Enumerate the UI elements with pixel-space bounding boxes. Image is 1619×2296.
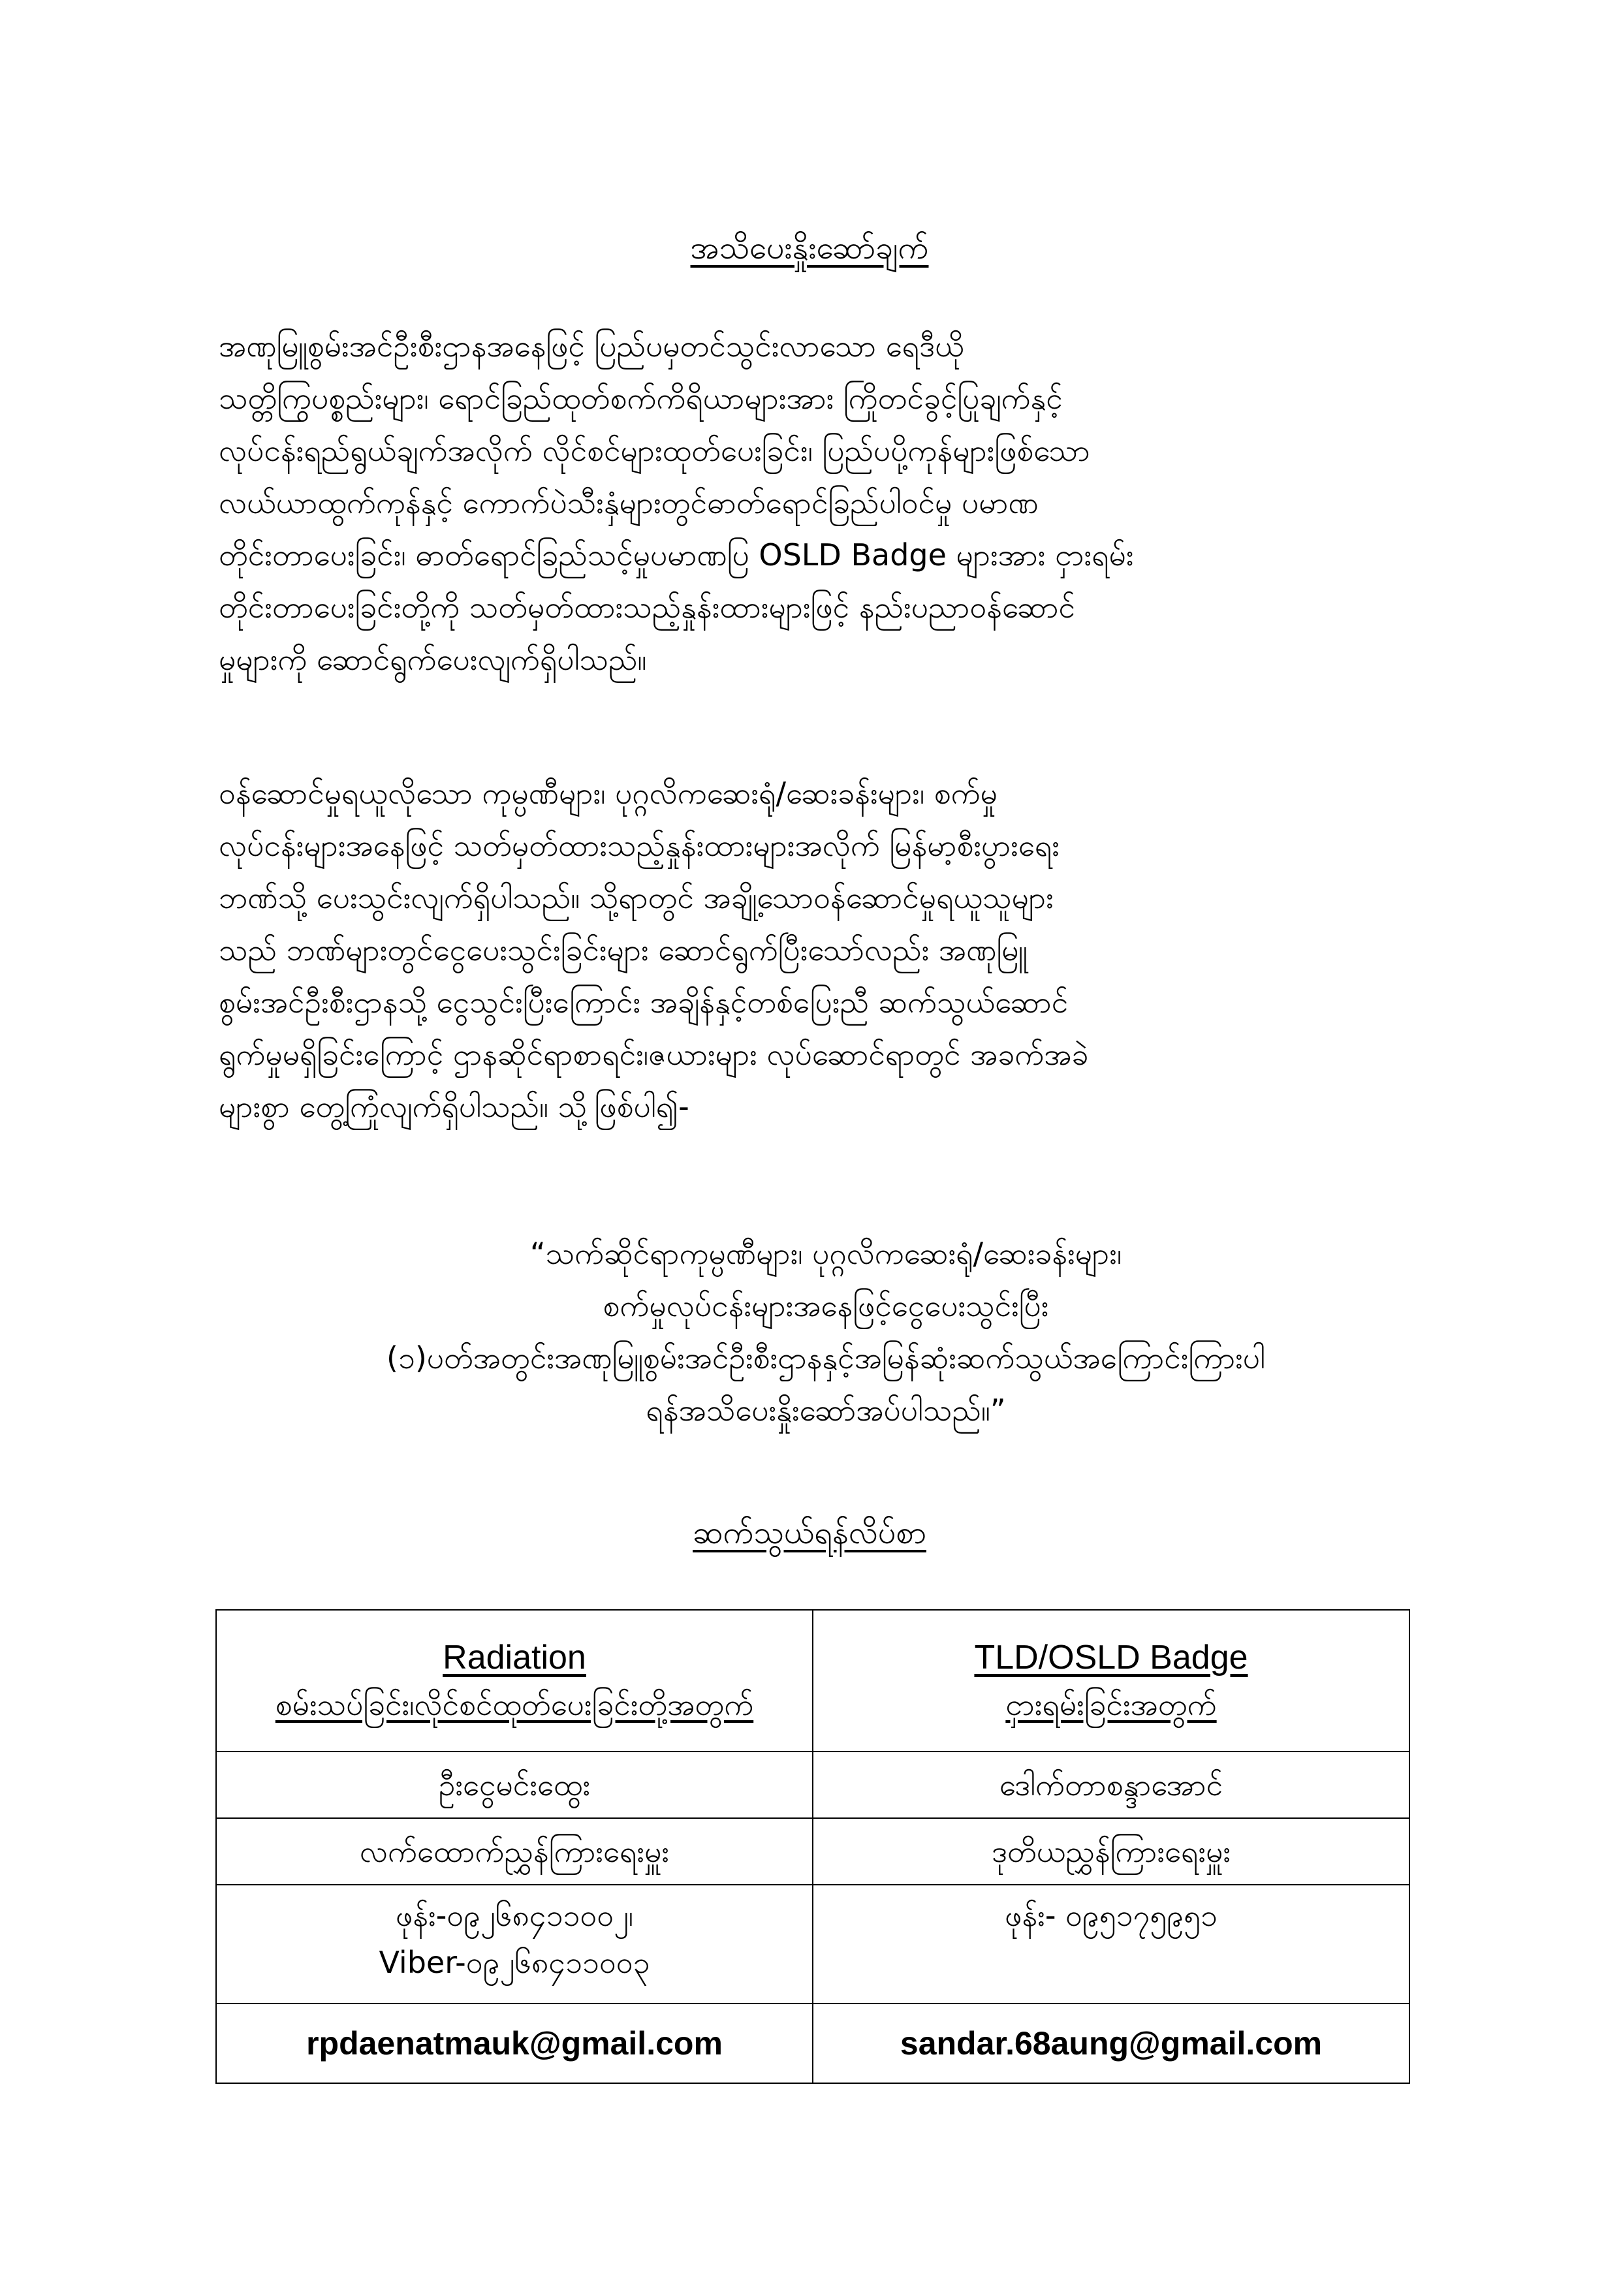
contact-phones <box>813 1885 1409 2004</box>
paragraph-line: လုပ်ငန်းများအနေဖြင့် သတ်မှတ်ထားသည့်နှုန်းထားများအလိုက် မြန်မာ့စီးပွားရေး <box>219 828 1060 863</box>
paragraph-services <box>219 320 1433 685</box>
notice-line: (၁)ပတ်အတွင်းအဏုမြူစွမ်းအင်ဦးစီးဌာနနှင့်အမြန်ဆုံးဆက်သွယ်အကြောင်းကြားပါ <box>386 1340 1265 1376</box>
notice-line: စက်မှုလုပ်ငန်းများအနေဖြင့်ငွေပေးသွင်းပြီး <box>603 1288 1049 1323</box>
viber-number: Viber-၀၉၂၆၈၄၁၁၀၀၃ <box>379 1945 650 1980</box>
paragraph-line: စွမ်းအင်ဦးစီးဌာနသို့ ငွေသွင်းပြီးကြောင်း အချိန်နှင့်တစ်ပြေးညီ ဆက်သွယ်ဆောင် <box>219 984 1069 1020</box>
paragraph-line: မှုများကို ဆောင်ရွက်ပေးလျက်ရှိပါသည်။ <box>219 642 647 677</box>
paragraph-line: သတ္တိကြွပစ္စည်းများ၊ ရောင်ခြည်ထုတ်စက်ကိရိယာများအား ကြိုတင်ခွင့်ပြုချက်နှင့် <box>219 381 1063 416</box>
paragraph-line: တိုင်းတာပေးခြင်းတို့ကို သတ်မှတ်ထားသည့်နှုန်းထားများဖြင့် နည်းပညာဝန်ဆောင် <box>219 590 1076 625</box>
table-row <box>216 1885 1409 2004</box>
table-row <box>216 1610 1409 1752</box>
paragraph-line: တိုင်းတာပေးခြင်း၊ ဓာတ်ရောင်ခြည်သင့်မှုပမာဏပြ OSLD Badge များအား ငှားရမ်း <box>219 537 1134 573</box>
contact-heading: ဆက်သွယ်ရန်လိပ်စာ <box>693 1515 926 1551</box>
paragraph-line: လုပ်ငန်းရည်ရွယ်ချက်အလိုက် လိုင်စင်များထုတ်ပေးခြင်း၊ ပြည်ပပို့ကုန်များဖြစ်သော <box>219 433 1090 468</box>
document-title: အသိပေးနှိုးဆော်ချက် <box>690 230 929 266</box>
paragraph-line: ဝန်ဆောင်မှုရယူလိုသော ကုမ္ပဏီများ၊ ပုဂ္ဂလိကဆေးရုံ/ဆေးခန်းများ၊ စက်မှု <box>219 776 998 811</box>
notice-quote <box>219 1227 1433 1436</box>
contact-name: ဒေါက်တာစန္ဒာအောင် <box>813 1752 1409 1818</box>
phone-number: ဖုန်း- ၀၉၅၁၇၅၉၅၁ <box>1005 1898 1218 1933</box>
paragraph-line: ရွက်မှုမရှိခြင်းကြောင့် ဌာနဆိုင်ရာစာရင်း၊ဇယားများ လုပ်ဆောင်ရာတွင် အခက်အခဲ <box>219 1037 1089 1072</box>
contact-position: ဒုတိယညွှန်ကြားရေးမှူး <box>813 1818 1409 1885</box>
email-address[interactable]: rpdaenatmauk@gmail.com <box>216 2004 813 2083</box>
paragraph-line: လယ်ယာထွက်ကုန်နှင့် ကောက်ပဲသီးနှံများတွင်ဓာတ်ရောင်ခြည်ပါဝင်မှု ပမာဏ <box>219 485 1039 520</box>
header-cell-radiation <box>216 1610 813 1752</box>
paragraph-line: သည် ဘဏ်များတွင်ငွေပေးသွင်းခြင်းများ ဆောင်ရွက်ပြီးသော်လည်း အဏုမြူ <box>219 932 1028 967</box>
contact-phones <box>216 1885 813 2004</box>
contact-name: ဦးငွေမင်းထွေး <box>216 1752 813 1818</box>
table-row <box>216 1818 1409 1885</box>
email-address[interactable]: sandar.68aung@gmail.com <box>813 2004 1409 2083</box>
paragraph-payment <box>219 767 1433 1133</box>
table-row <box>216 2004 1409 2083</box>
contact-position: လက်ထောက်ညွှန်ကြားရေးမှူး <box>216 1818 813 1885</box>
notice-line: ရန်အသိပေးနှိုးဆော်အပ်ပါသည်။” <box>646 1392 1006 1428</box>
notice-line: “သက်ဆိုင်ရာကုမ္ပဏီများ၊ ပုဂ္ဂလိကဆေးရုံ/ဆေးခန်းများ၊ <box>529 1236 1122 1271</box>
table-row <box>216 1752 1409 1818</box>
paragraph-line: ဘဏ်သို့ ပေးသွင်းလျက်ရှိပါသည်။ သို့ရာတွင် အချို့သောဝန်ဆောင်မှုရယူသူများ <box>219 880 1054 915</box>
contact-table <box>215 1609 1410 2084</box>
header-cell-badge <box>813 1610 1409 1752</box>
header-en-label: TLD/OSLD Badge <box>974 1638 1248 1676</box>
header-mm-label: စမ်းသပ်ခြင်း၊လိုင်စင်ထုတ်ပေးခြင်းတို့အတွက် <box>275 1686 754 1722</box>
phone-number: ဖုန်း-၀၉၂၆၈၄၁၁၀၀၂၊ <box>395 1898 634 1933</box>
header-mm-label: ငှားရမ်းခြင်းအတွက် <box>1005 1686 1217 1722</box>
paragraph-line: အဏုမြူစွမ်းအင်ဦးစီးဌာနအနေဖြင့် ပြည်ပမှတင်သွင်းလာသော ရေဒီယို <box>219 328 964 364</box>
header-en-label: Radiation <box>443 1638 586 1676</box>
paragraph-line: များစွာ တွေ့ကြုံလျက်ရှိပါသည်။ သို့ဖြစ်ပါ၍- <box>219 1089 689 1124</box>
